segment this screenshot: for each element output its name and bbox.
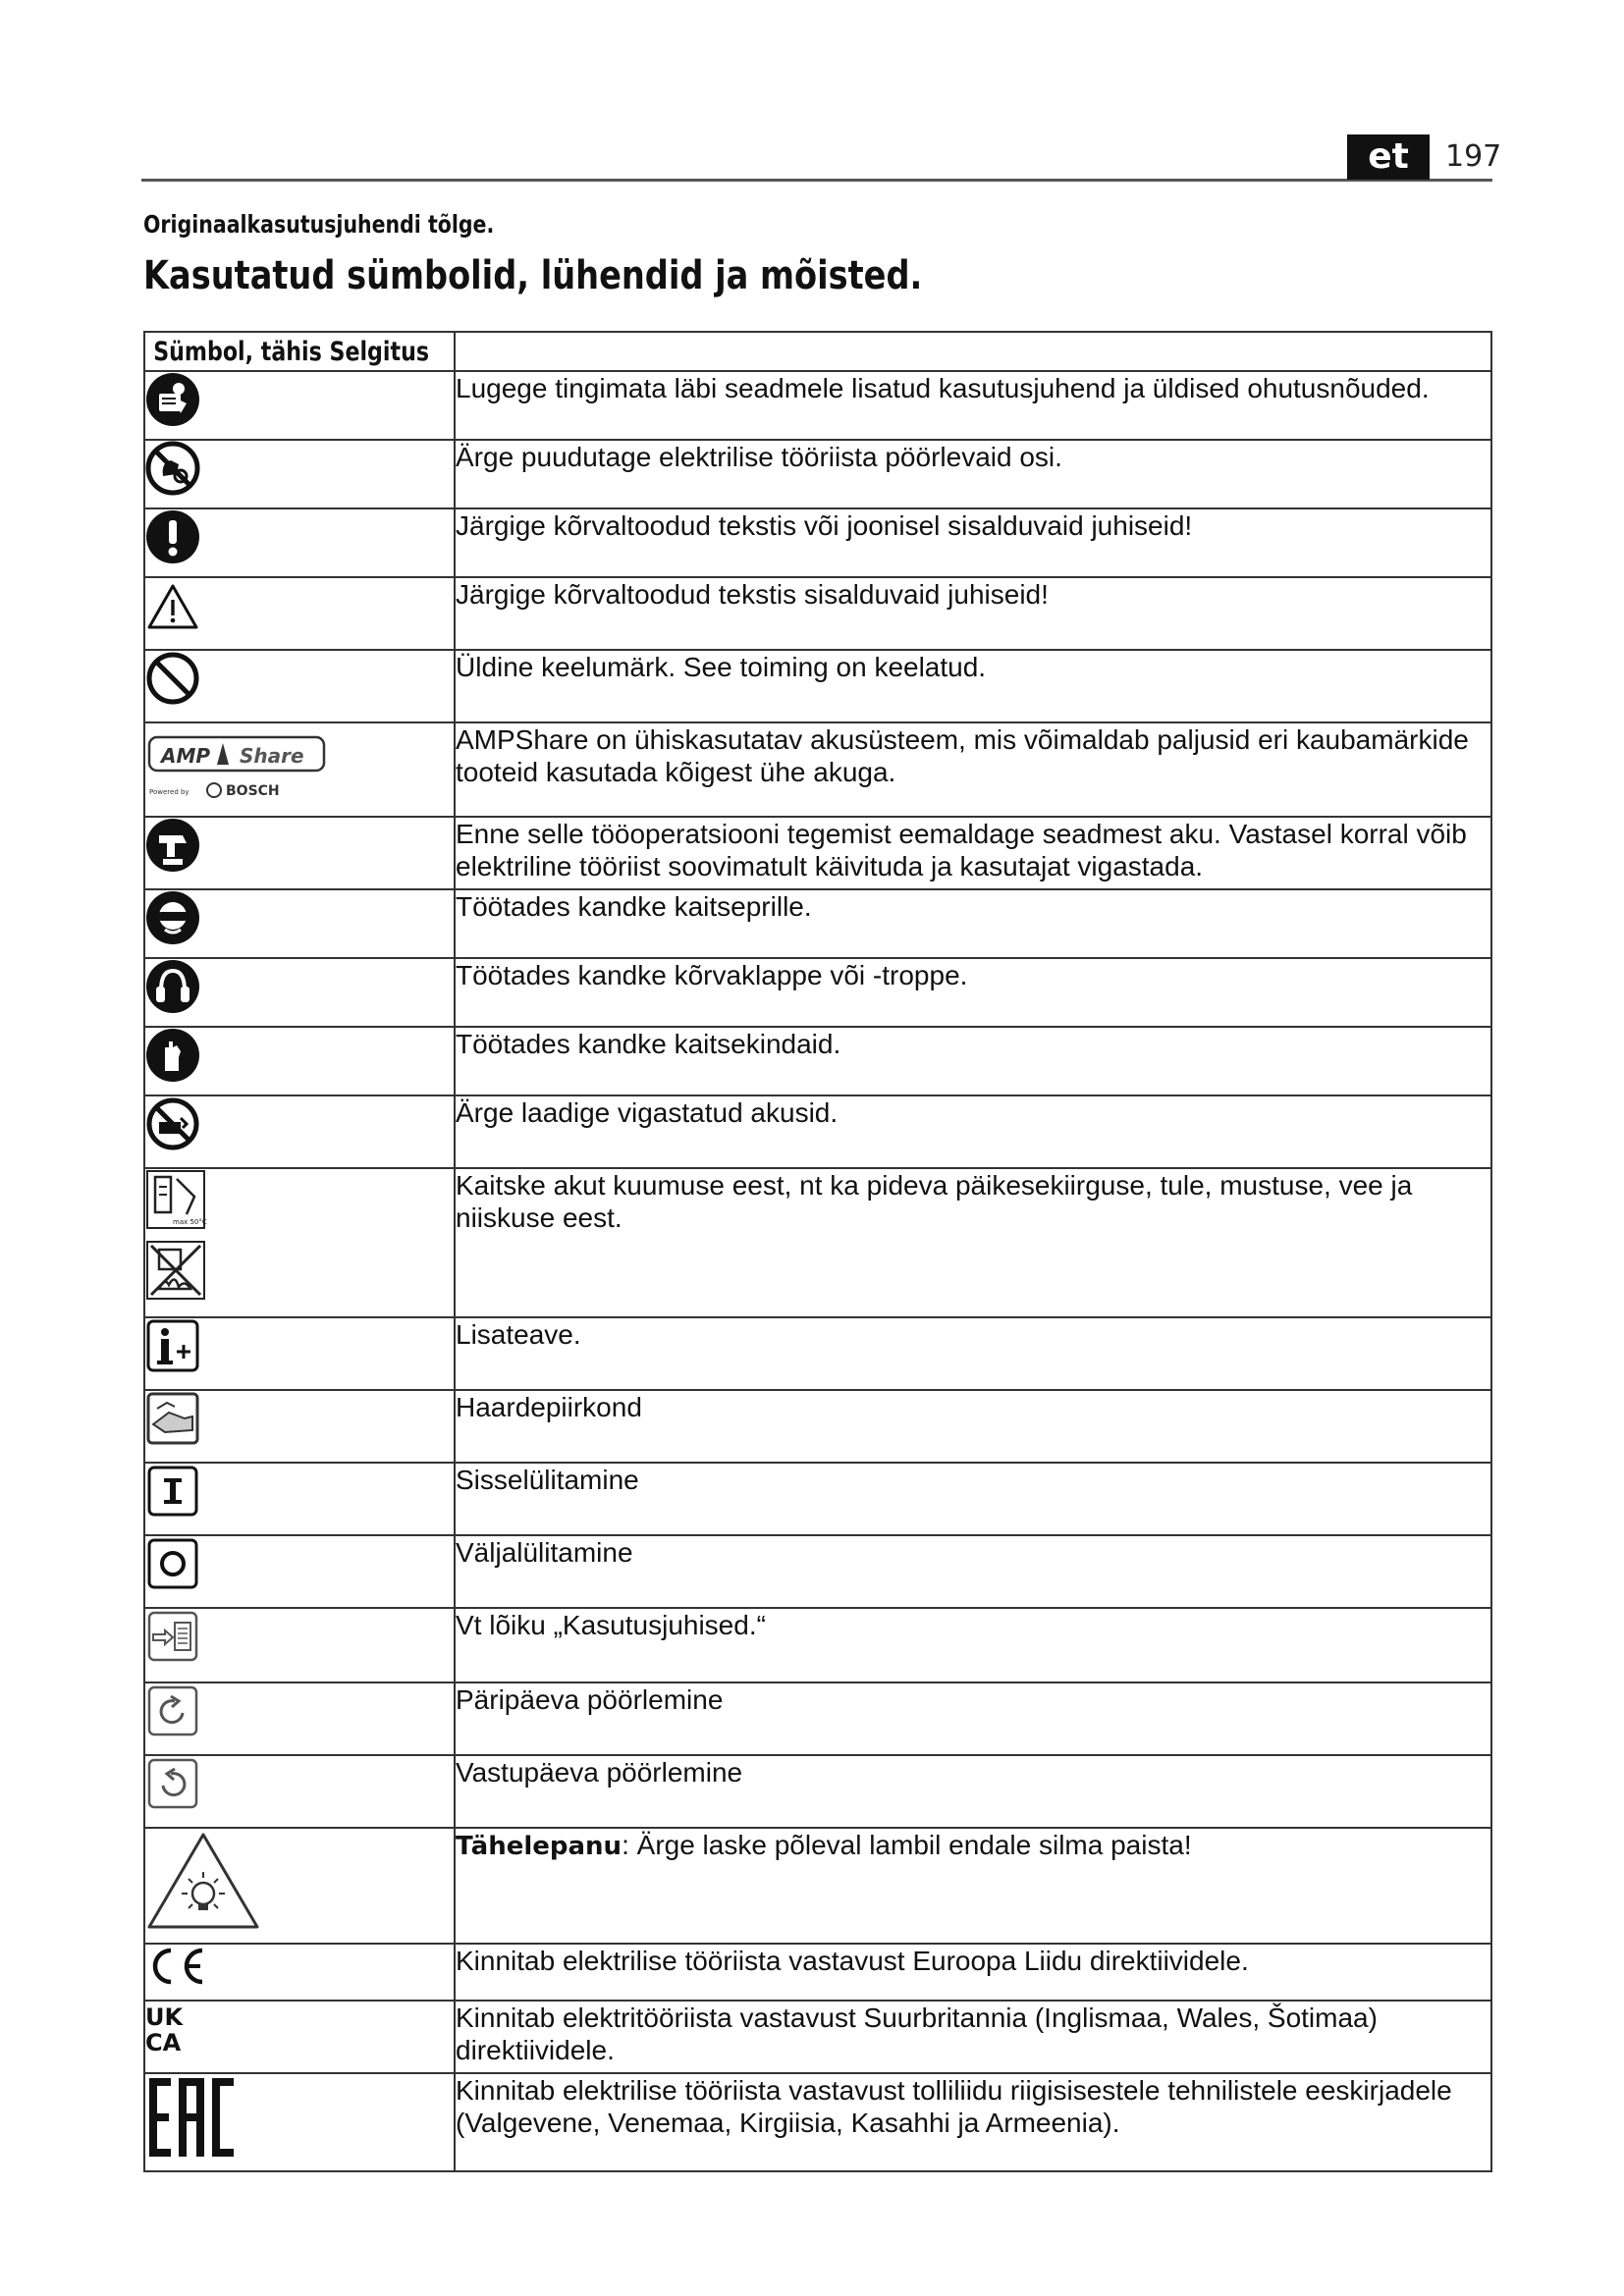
symbol-cell [144, 722, 455, 817]
explanation-cell: Lugege tingimata läbi seadmele lisatud kasutusjuhend ja üldised ohutusnõuded. [455, 371, 1491, 440]
table-row [144, 1608, 1491, 1682]
table-row [144, 1390, 1491, 1463]
table-row [144, 371, 1491, 440]
table-row [144, 817, 1491, 889]
explanation-cell: Kaitske akut kuumuse eest, nt ka pideva päikesekiirguse, tule, mustuse, vee ja niiskuse eest. [455, 1168, 1491, 1317]
explanation-cell: Päripäeva pöörlemine [455, 1682, 1491, 1755]
symbol-cell [144, 1755, 455, 1828]
symbol-cell [144, 508, 455, 577]
symbol-cell [144, 1828, 455, 1944]
explanation-cell: Lisateave. [455, 1317, 1491, 1390]
gloves-icon [145, 1028, 200, 1083]
switch-on-icon [145, 1464, 200, 1519]
symbol-cell [144, 440, 455, 508]
table-row [144, 1682, 1491, 1755]
symbol-cell [144, 371, 455, 440]
symbol-cell [144, 1390, 455, 1463]
table-header-empty-cell [455, 332, 1491, 371]
symbol-cell [144, 650, 455, 722]
no-charge-damaged-battery-icon [145, 1096, 200, 1151]
symbols-table [143, 331, 1492, 2172]
symbol-cell [144, 1535, 455, 1608]
table-row [144, 577, 1491, 650]
grip-area-icon [145, 1391, 200, 1446]
info-icon [145, 1318, 200, 1373]
battery-fire-water-icon [145, 1240, 208, 1303]
mandatory-exclamation-icon [145, 509, 200, 564]
table-row [144, 1095, 1491, 1168]
symbol-cell [144, 1608, 455, 1682]
safety-goggles-icon [145, 890, 200, 945]
warning-triangle-icon [145, 578, 200, 633]
table-row [144, 1535, 1491, 1608]
document-subtitle: Originaalkasutusjuhendi tõlge. [143, 210, 495, 239]
see-instructions-icon [145, 1609, 200, 1664]
explanation-cell [455, 1828, 1491, 1944]
ampshare-powered-by: Powered by [149, 788, 189, 796]
prohibition-icon [145, 651, 200, 706]
explanation-cell: Töötades kandke kaitseprille. [455, 889, 1491, 958]
lamp-warning-icon [145, 1829, 261, 1931]
symbol-cell [144, 889, 455, 958]
ear-protection-icon [145, 959, 200, 1014]
symbol-cell [144, 2001, 455, 2073]
explanation-cell: Ärge puudutage elektrilise tööriista pöörlevaid osi. [455, 440, 1491, 508]
symbol-cell [144, 577, 455, 650]
explanation-cell: Järgige kõrvaltoodud tekstis või joonisel sisalduvaid juhiseid! [455, 508, 1491, 577]
explanation-cell: Kinnitab elektrilise tööriista vastavust Euroopa Liidu direktiividele. [455, 1944, 1491, 2001]
table-row [144, 1168, 1491, 1317]
table-row [144, 1944, 1491, 2001]
eac-mark-icon [145, 2074, 240, 2161]
table-row [144, 650, 1491, 722]
table-row [144, 722, 1491, 817]
table-row [144, 1027, 1491, 1095]
explanation-cell: Töötades kandke kaitsekindaid. [455, 1027, 1491, 1095]
explanation-cell: Sisselülitamine [455, 1463, 1491, 1535]
table-row [144, 2001, 1491, 2073]
table-row [144, 1463, 1491, 1535]
ukca-mark-ca: CA [145, 2029, 182, 2056]
table-header-label: Sümbol, tähis Selgitus [153, 337, 430, 367]
symbol-cell [144, 1168, 455, 1317]
symbol-cell [144, 1682, 455, 1755]
table-row [144, 889, 1491, 958]
explanation-cell: Kinnitab elektrilise tööriista vastavust tolliliidu riigisisestele tehnilistele eeskirjadele (Valgevene, Venemaa, Kirgiisia, Kasahhi ja Armeenia). [455, 2073, 1491, 2171]
counterclockwise-icon [145, 1756, 200, 1811]
page-title: Kasutatud sümbolid, lühendid ja mõisted. [143, 253, 923, 298]
table-row [144, 508, 1491, 577]
ukca-mark-icon [145, 2002, 189, 2056]
attention-label: Tähelepanu [456, 1832, 623, 1861]
ampshare-brand: BOSCH [226, 783, 280, 799]
explanation-cell: Vt lõiku „Kasutusjuhised.“ [455, 1608, 1491, 1682]
table-row [144, 958, 1491, 1027]
explanation-cell: Töötades kandke kõrvaklappe või -troppe. [455, 958, 1491, 1027]
explanation-cell: Järgige kõrvaltoodud tekstis sisalduvaid juhiseid! [455, 577, 1491, 650]
symbol-cell [144, 1095, 455, 1168]
symbol-cell [144, 1463, 455, 1535]
table-header-cell [144, 332, 455, 371]
ampshare-logo-text-share: Share [240, 744, 304, 768]
table-header-row [144, 332, 1491, 371]
explanation-cell: Enne selle tööoperatsiooni tegemist eemaldage seadmest aku. Vastasel korral võib elektriline tööriist soovimatult käivituda ja kasutajat vigastada. [455, 817, 1491, 889]
ukca-mark-uk: UK [145, 2003, 184, 2031]
symbol-cell [144, 1944, 455, 2001]
table-row [144, 1317, 1491, 1390]
explanation-text: : Ärge laske põleval lambil endale silma paista! [622, 1830, 1192, 1860]
ampshare-logo-icon [145, 723, 332, 806]
battery-heat-icon [145, 1169, 208, 1232]
symbol-cell [144, 1317, 455, 1390]
symbol-cell [144, 1027, 455, 1095]
table-row [144, 1828, 1491, 1944]
ce-mark-icon [145, 1945, 208, 1988]
table-row [144, 1755, 1491, 1828]
explanation-cell: Ärge laadige vigastatud akusid. [455, 1095, 1491, 1168]
no-touch-rotating-parts-icon [145, 441, 200, 496]
symbol-cell [144, 817, 455, 889]
table-row [144, 440, 1491, 508]
max-temperature-label: max 50°C [173, 1218, 207, 1226]
explanation-cell: AMPShare on ühiskasutatav akusüsteem, mis võimaldab paljusid eri kaubamärkide tooteid kasutada kõigest ühe akuga. [455, 722, 1491, 817]
symbol-cell [144, 2073, 455, 2171]
explanation-cell: Vastupäeva pöörlemine [455, 1755, 1491, 1828]
header-rule [141, 179, 1492, 182]
switch-off-icon [145, 1536, 200, 1591]
clockwise-icon [145, 1683, 200, 1738]
explanation-cell: Väljalülitamine [455, 1535, 1491, 1608]
read-manual-icon [145, 372, 200, 427]
ampshare-logo-text: AMP [161, 744, 211, 768]
language-badge: et [1347, 134, 1430, 180]
page-number: 197 [1445, 139, 1502, 174]
symbol-cell [144, 958, 455, 1027]
explanation-cell: Kinnitab elektritööriista vastavust Suurbritannia (Inglismaa, Wales, Šotimaa) direktiividele. [455, 2001, 1491, 2073]
remove-battery-icon [145, 818, 200, 873]
table-row [144, 2073, 1491, 2171]
explanation-cell: Haardepiirkond [455, 1390, 1491, 1463]
explanation-cell: Üldine keelumärk. See toiming on keelatud. [455, 650, 1491, 722]
